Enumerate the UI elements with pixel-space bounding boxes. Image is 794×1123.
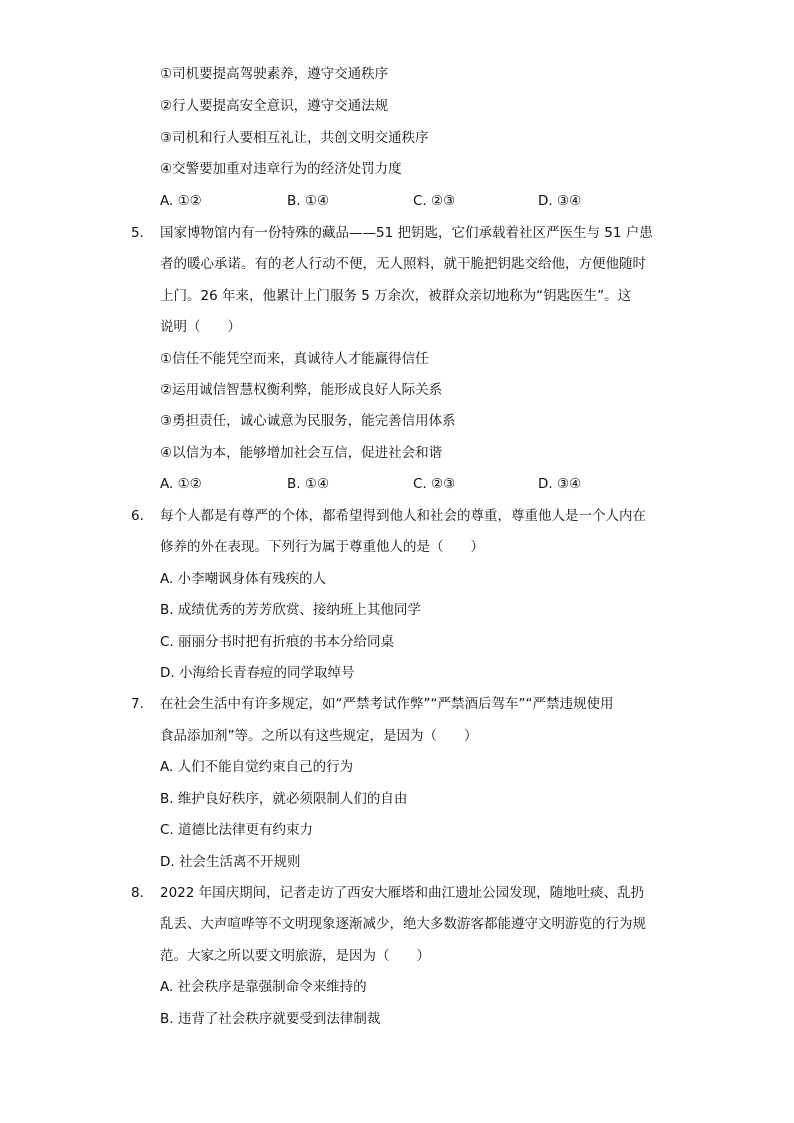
- q5-stem-line-4: 说明（ ）: [160, 319, 241, 335]
- q8-stem-line-2: 乱丢、大声喧哗等不文明现象逐渐减少，绝大多数游客都能遵守文明游览的行为规: [160, 916, 646, 932]
- q5-option-c: C. ②③: [413, 476, 456, 492]
- q4-option-c: C. ②③: [413, 193, 456, 209]
- q8-number: 8.: [131, 885, 144, 901]
- q7-option-d: D. 社会生活离不开规则: [160, 854, 301, 870]
- q4-option-a: A. ①②: [160, 193, 202, 209]
- q4-statement-3: ③司机和行人要相互礼让，共创文明交通秩序: [160, 130, 429, 146]
- q5-option-b: B. ①④: [287, 476, 330, 492]
- q6-option-d: D. 小海给长青春痘的同学取绰号: [160, 665, 355, 681]
- q5-stem-line-3: 上门。26 年来，他累计上门服务 5 万余次，被群众亲切地称为“钥匙医生”。这: [160, 288, 632, 304]
- q4-statement-1: ①司机要提高驾驶素养，遵守交通秩序: [160, 66, 389, 82]
- q7-number: 7.: [131, 696, 144, 712]
- q5-stem-line-1: 国家博物馆内有一份特殊的藏品——51 把钥匙，它们承载着社区严医生与 51 户患: [160, 225, 653, 241]
- q5-number: 5.: [131, 225, 144, 241]
- q4-option-d: D. ③④: [538, 193, 582, 209]
- q5-option-d: D. ③④: [538, 476, 582, 492]
- q5-option-a: A. ①②: [160, 476, 202, 492]
- q4-statement-2: ②行人要提高安全意识，遵守交通法规: [160, 98, 389, 114]
- q5-statement-3: ③勇担责任，诚心诚意为民服务，能完善信用体系: [160, 413, 456, 429]
- q8-stem-line-3: 范。大家之所以要文明旅游，是因为（ ）: [160, 948, 430, 964]
- q5-stem-line-2: 者的暖心承诺。有的老人行动不便，无人照料，就干脆把钥匙交给他，方便他随时: [160, 256, 646, 272]
- q6-stem-line-1: 每个人都是有尊严的个体，都希望得到他人和社会的尊重，尊重他人是一个人内在: [160, 508, 646, 524]
- q6-option-a: A. 小李嘲讽身体有残疾的人: [160, 571, 327, 587]
- q4-option-b: B. ①④: [287, 193, 330, 209]
- q4-statement-4: ④交警要加重对违章行为的经济处罚力度: [160, 161, 402, 177]
- q8-stem-line-1: 2022 年国庆期间，记者走访了西安大雁塔和曲江遗址公园发现，随地吐痰、乱扔: [160, 885, 645, 901]
- q6-stem-line-2: 修养的外在表现。下列行为属于尊重他人的是（ ）: [160, 539, 484, 555]
- q7-option-b: B. 维护良好秩序，就必须限制人们的自由: [160, 791, 408, 807]
- q5-statement-2: ②运用诚信智慧权衡利弊，能形成良好人际关系: [160, 382, 443, 398]
- q6-option-b: B. 成绩优秀的芳芳欣赏、接纳班上其他同学: [160, 602, 421, 618]
- q7-stem-line-2: 食品添加剂”等。之所以有这些规定，是因为（ ）: [160, 728, 478, 744]
- q5-statement-1: ①信任不能凭空而来，真诚待人才能赢得信任: [160, 351, 429, 367]
- q6-number: 6.: [131, 508, 144, 524]
- q8-option-a: A. 社会秩序是靠强制命令来维持的: [160, 979, 367, 995]
- q7-option-a: A. 人们不能自觉约束自己的行为: [160, 759, 354, 775]
- q7-stem-line-1: 在社会生活中有许多规定，如“严禁考试作弊”“严禁酒后驾车”“严禁违规使用: [160, 696, 614, 712]
- q7-option-c: C. 道德比法律更有约束力: [160, 822, 314, 838]
- q6-option-c: C. 丽丽分书时把有折痕的书本分给同桌: [160, 634, 395, 650]
- q5-statement-4: ④以信为本，能够增加社会互信，促进社会和谐: [160, 445, 443, 461]
- q8-option-b: B. 违背了社会秩序就要受到法律制裁: [160, 1011, 381, 1027]
